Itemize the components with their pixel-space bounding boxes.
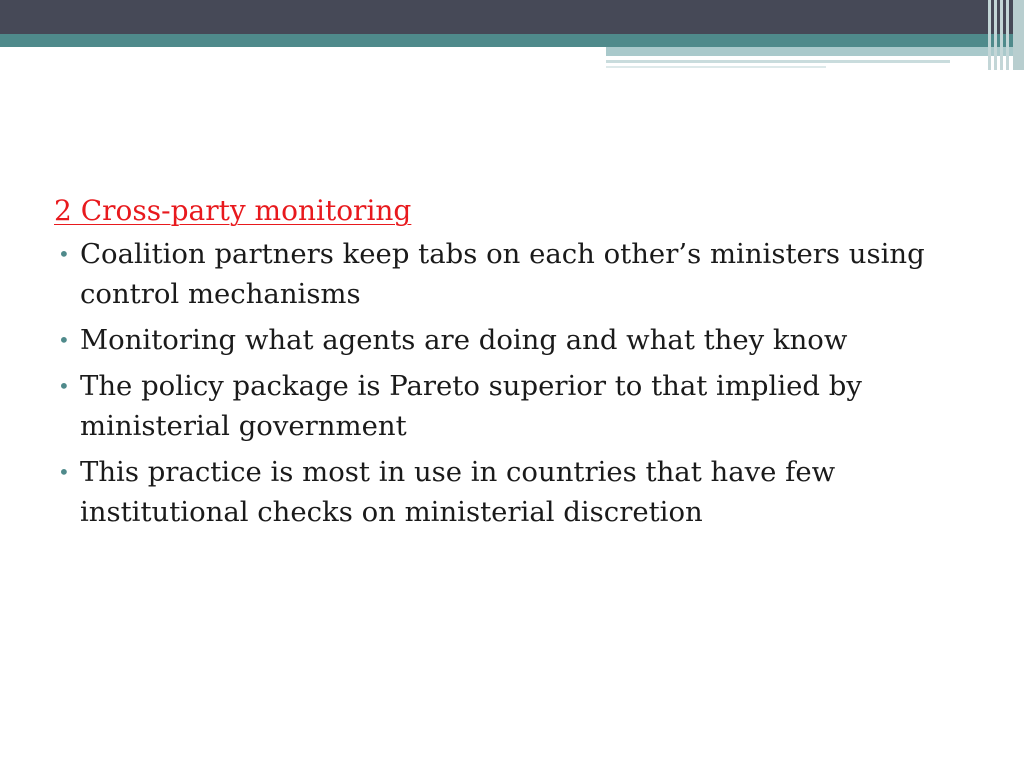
bullet-text: Monitoring what agents are doing and what they know	[80, 324, 848, 356]
header-vertical-stripe	[988, 0, 991, 70]
slide-body	[54, 192, 954, 538]
bullet-icon: •	[58, 242, 70, 266]
header-vertical-stripe	[1000, 0, 1003, 70]
bullet-text: The policy package is Pareto superior to that implied by ministerial government	[80, 370, 862, 442]
bullet-item	[54, 320, 954, 360]
bullet-text: Coalition partners keep tabs on each other’s ministers using control mechanisms	[80, 238, 925, 310]
header-band-dark	[0, 0, 1024, 34]
header-vertical-stripe	[1006, 0, 1009, 70]
bullet-item	[54, 452, 954, 532]
bullet-list	[54, 234, 954, 532]
bullet-text: This practice is most in use in countries that have few institutional checks on ministerial discretion	[80, 456, 836, 528]
bullet-icon: •	[58, 374, 70, 398]
header-band-teal-light	[606, 47, 1024, 56]
bullet-item	[54, 234, 954, 314]
header-vertical-stripe	[1013, 0, 1024, 70]
header-accent-line	[606, 66, 826, 68]
slide-heading-link[interactable]: 2 Cross-party monitoring	[54, 194, 412, 227]
bullet-icon: •	[58, 328, 70, 352]
bullet-item	[54, 366, 954, 446]
bullet-icon: •	[58, 460, 70, 484]
header-accent-line	[606, 60, 950, 63]
header-vertical-stripe	[994, 0, 997, 70]
header-band-teal	[0, 34, 1024, 47]
